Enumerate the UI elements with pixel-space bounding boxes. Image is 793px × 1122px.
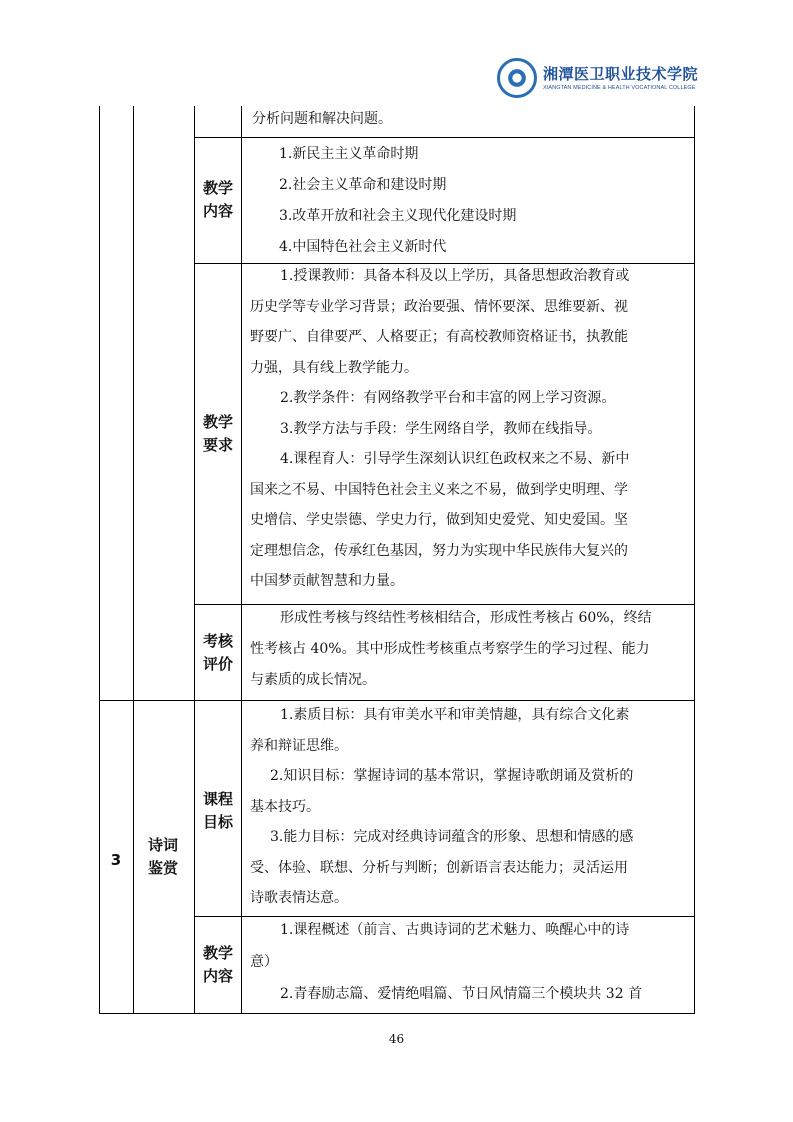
college-emblem-icon <box>497 58 537 98</box>
continuation-text: 分析问题和解决问题。 <box>252 111 392 127</box>
teaching-requirements-label: 教学 要求 <box>202 413 233 454</box>
teaching-content-list <box>279 139 516 263</box>
course-goals-label: 课程 目标 <box>202 790 233 831</box>
college-name-cn: 湘潭医卫职业技术学院 <box>543 65 699 83</box>
teaching-requirements-text: 1.授课教师：具备本科及以上学历，具备思想政治教育或 历史学等专业学习背景；政治要强、情怀要深、思维要新、视 野要广、自律要严、人格要正；有高校教师资格证书，执教能 力强，具有线上教学能力。 2.教学条件：有网络教学平台和丰富的网上学习资源。 3.教学方法与手段：学生网络自学，教师在线指导。 4.课程育人：引导学生深刻认识红色政权来之不易、新中 国来之不易、中国特色社会主义来之不易，做到学史明理、学 史增信、学史崇德、学史力行，做到知史爱党、知史爱国。坚 定理想信念，传承红色基因，努力为实现中华民族伟大复兴的 中国梦贡献智慧和力量。 <box>250 268 630 589</box>
assessment-text: 形成性考核与终结性考核相结合，形成性考核占 60%，终结 性考核占 40%。其中形成性考核重点考察学生的学习过程、能力 与素质的成长情况。 <box>250 610 652 688</box>
teaching-content-label: 教学 内容 <box>202 179 233 220</box>
list-item: 4.中国特色社会主义新时代 <box>279 239 447 255</box>
row-number: 3 <box>110 851 122 869</box>
assessment-label: 考核 评价 <box>202 632 233 673</box>
page-number: 46 <box>388 1032 405 1046</box>
teaching-content-label-2: 教学 内容 <box>202 944 233 985</box>
list-item: 1.新民主主义革命时期 <box>279 146 419 162</box>
teaching-content-text-2: 1.课程概述（前言、古典诗词的艺术魅力、唤醒心中的诗 意） 2.青春励志篇、爱情绝唱篇、节日风情篇三个模块共 32 首 <box>250 922 643 1002</box>
list-item: 2.社会主义革命和建设时期 <box>279 177 447 193</box>
course-goals-text: 1.素质目标：具有审美水平和审美情趣，具有综合文化素 养和辩证思维。 2.知识目标：掌握诗词的基本常识，掌握诗歌朗诵及赏析的 基本技巧。 3.能力目标：完成对经典诗词蕴含的形象、思想和情感的感 受、体验、联想、分析与判断；创新语言表达能力；灵活运用 诗歌表情达意。 <box>250 707 634 906</box>
college-name-en: XIANGTAN MEDICINE & HEALTH VOCATIONAL COLLEGE <box>543 85 696 91</box>
list-item: 3.改革开放和社会主义现代化建设时期 <box>279 208 517 224</box>
course-name: 诗词 鉴赏 <box>147 836 178 877</box>
college-logo <box>497 58 699 102</box>
